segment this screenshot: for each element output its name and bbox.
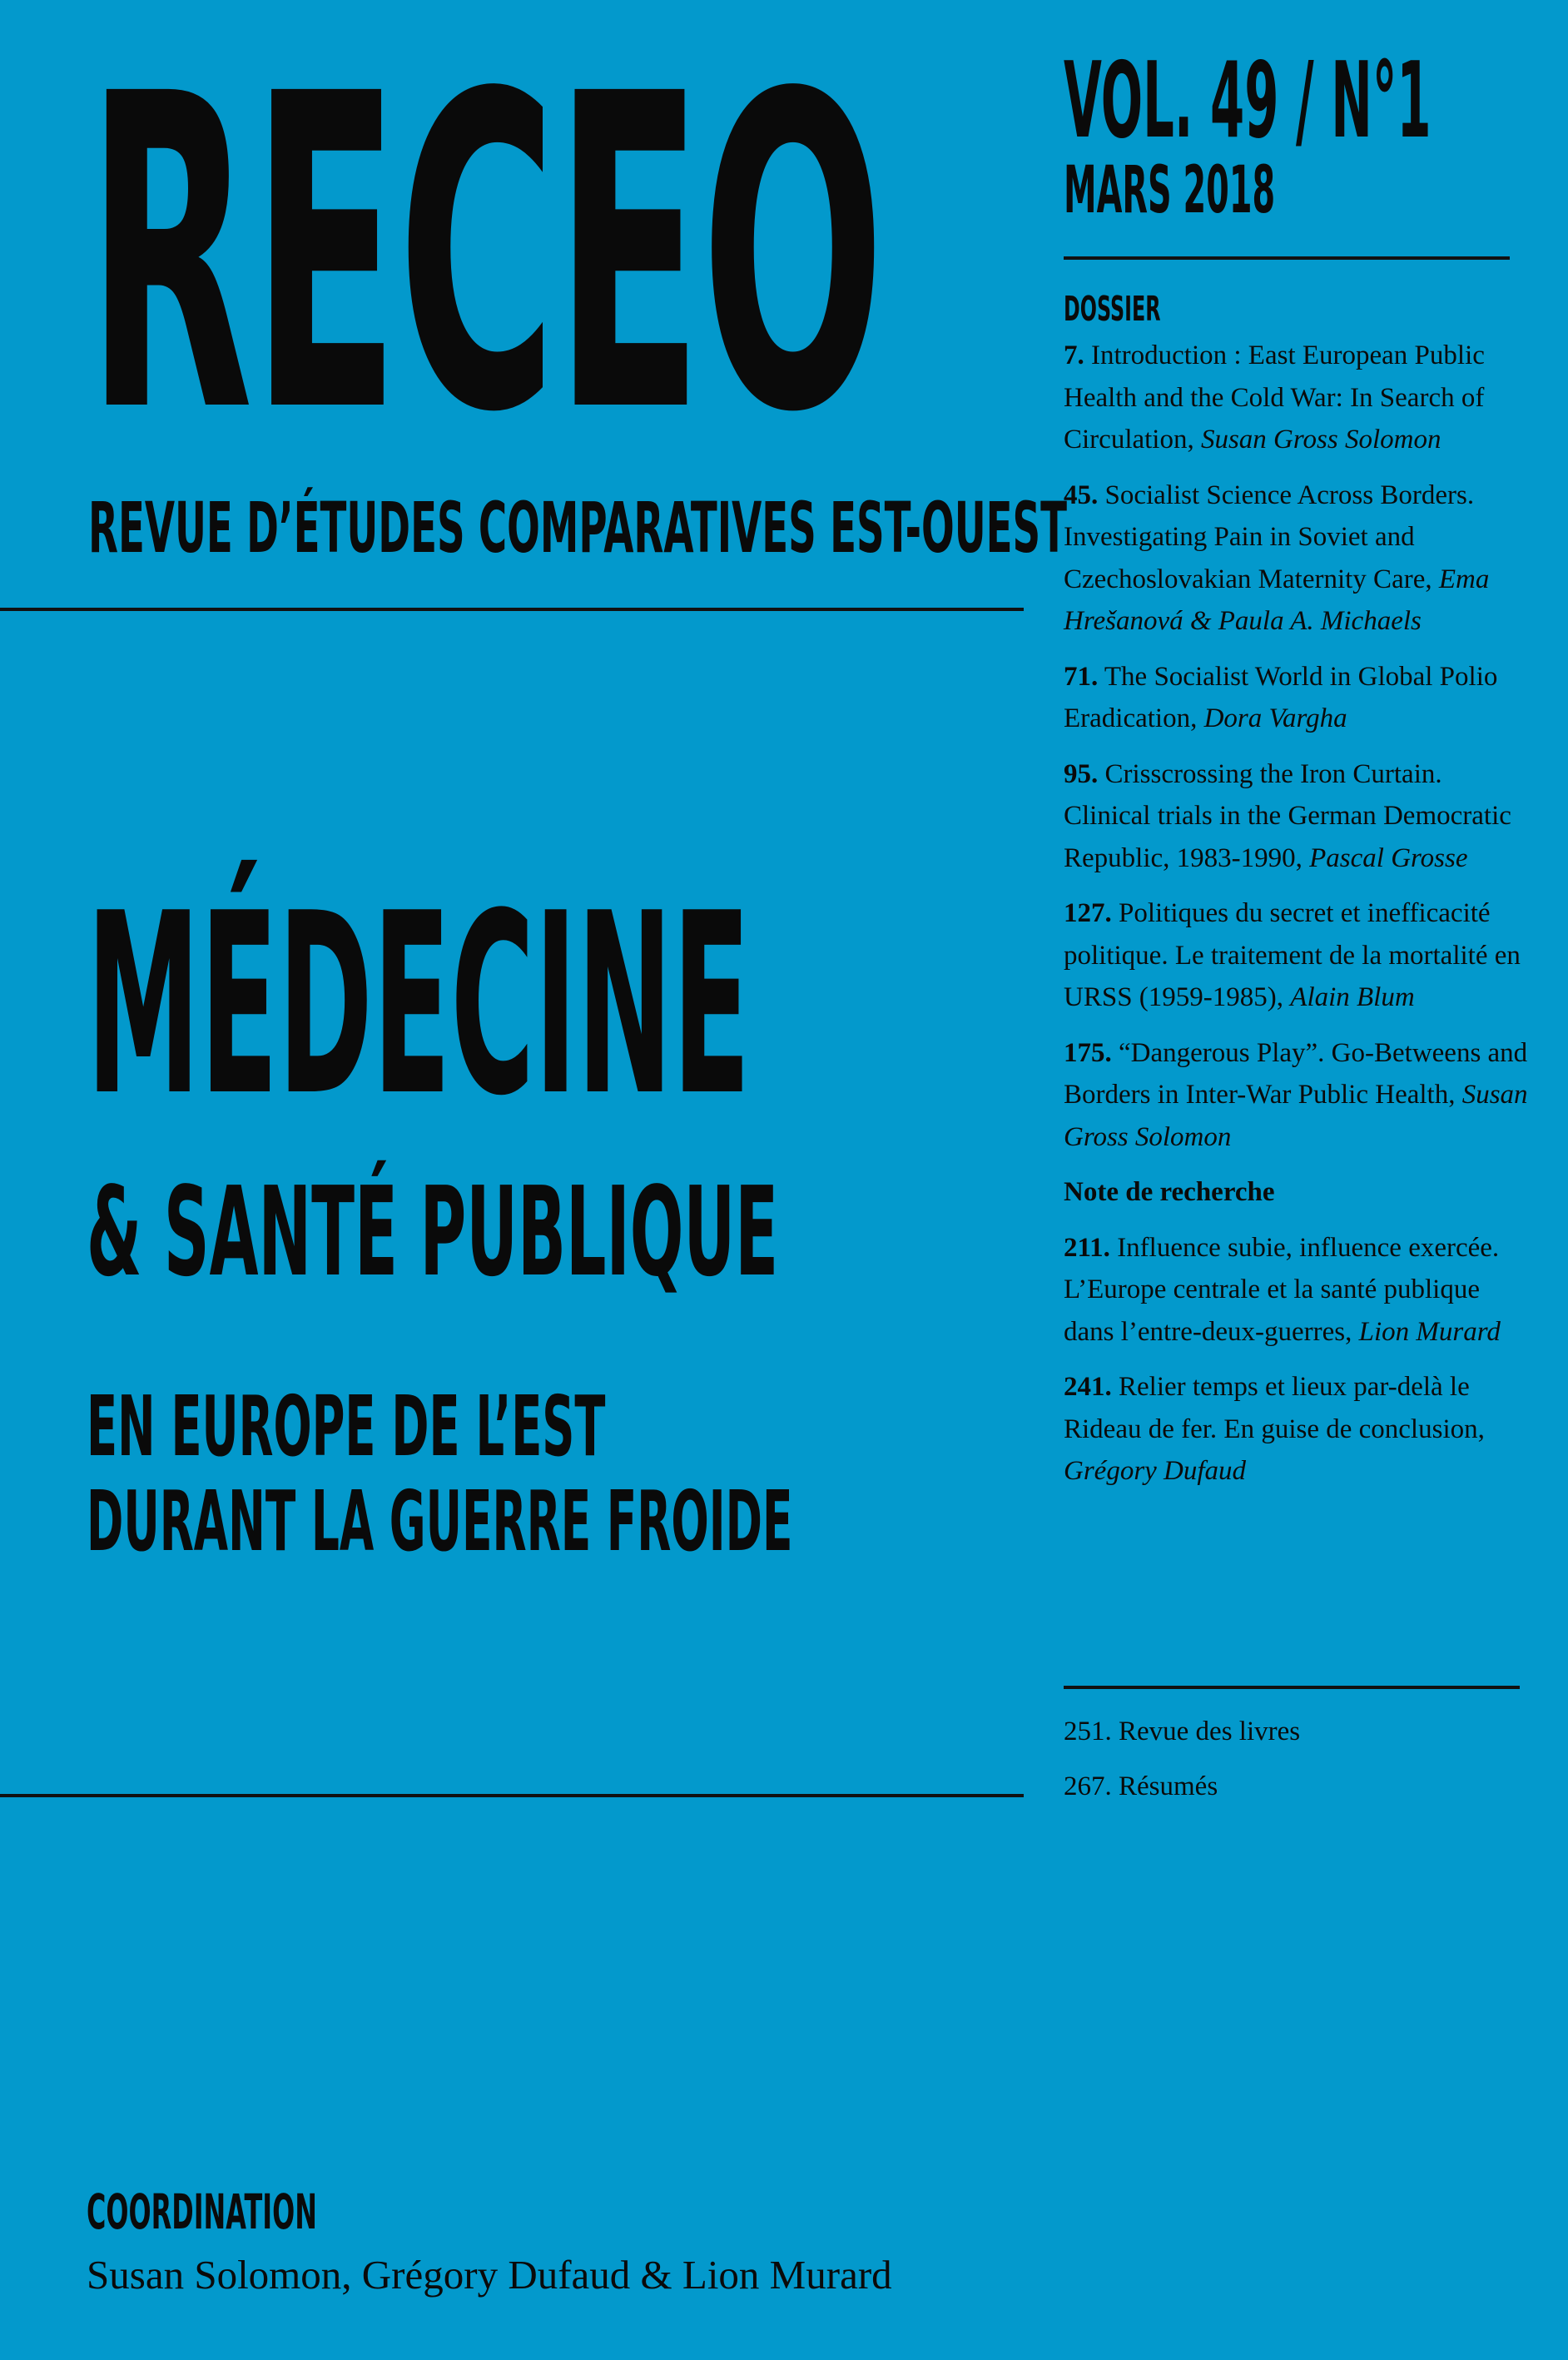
toc-entry — [1064, 1227, 1530, 1354]
toc-back-matter — [1064, 1711, 1530, 1821]
divider-left-lower — [0, 1794, 1024, 1797]
toc-page-number: 45. — [1064, 479, 1099, 510]
toc-heading: DOSSIER — [1064, 289, 1161, 329]
toc-entry-author: Dora Vargha — [1203, 703, 1347, 733]
toc-entry — [1064, 1766, 1530, 1807]
toc-entry — [1064, 1366, 1530, 1493]
toc-entry-author: Ema Hrešanová & Paula A. Michaels — [1064, 564, 1490, 636]
toc-entry-author: Pascal Grosse — [1309, 842, 1468, 873]
issue-title-line2: & SANTÉ PUBLIQUE — [87, 1160, 779, 1304]
journal-logo: RECEO — [87, 2, 884, 507]
coordination-names: Susan Solomon, Grégory Dufaud & Lion Murard — [87, 2252, 892, 2298]
toc-entry-title: Introduction : East European Public Health and the Cold War: In Search of Circulation, — [1064, 340, 1485, 455]
toc-entry-author: Lion Murard — [1358, 1316, 1501, 1347]
table-of-contents — [1064, 283, 1530, 1506]
issue-subtitle-line1: EN EUROPE DE L’EST — [87, 1378, 606, 1475]
toc-entry-author: Grégory Dufaud — [1064, 1456, 1247, 1486]
toc-entry-title: Relier temps et lieux par-delà le Rideau de fer. En guise de conclusion, — [1064, 1372, 1485, 1444]
toc-entry-title: The Socialist World in Global Polio Eradication, — [1064, 661, 1498, 733]
toc-page-number: 71. — [1064, 661, 1099, 692]
toc-note-entries — [1064, 1227, 1530, 1493]
toc-entry-title: Résumés — [1111, 1771, 1218, 1801]
toc-entry-title: “Dangerous Play”. Go-Betweens and Borders in Inter-War Public Health, — [1064, 1037, 1528, 1110]
toc-entry — [1064, 1711, 1530, 1752]
issue-date: MARS 2018 — [1064, 153, 1276, 228]
divider-left-upper — [0, 608, 1024, 611]
toc-entry-author: Alain Blum — [1290, 982, 1415, 1012]
toc-entry-title: Socialist Science Across Borders. Investigating Pain in Soviet and Czechoslovakian Maternity Care, — [1064, 479, 1475, 594]
toc-note-heading: Note de recherche — [1064, 1177, 1275, 1207]
issue-subtitle-line2: DURANT LA GUERRE FROIDE — [87, 1473, 793, 1570]
toc-entry — [1064, 1032, 1530, 1159]
toc-entry — [1064, 474, 1530, 643]
toc-page-number: 175. — [1064, 1037, 1112, 1068]
toc-entry-title: Politiques du secret et inefficacité politique. Le traitement de la mortalité en URSS (1959-1985), — [1064, 898, 1521, 1012]
toc-page-number: 211. — [1064, 1232, 1110, 1263]
journal-subtitle: REVUE D’ÉTUDES COMPARATIVES EST-OUEST — [88, 487, 1068, 569]
toc-page-number: 251. — [1064, 1717, 1112, 1746]
toc-entry-author: Susan Gross Solomon — [1200, 425, 1441, 455]
toc-entry-title: Crisscrossing the Iron Curtain. Clinical trials in the German Democratic Republic, 1983-1990, — [1064, 758, 1511, 873]
divider-top-right — [1064, 256, 1510, 260]
toc-entry — [1064, 656, 1530, 740]
toc-entry-title: Influence subie, influence exercée. L’Europe centrale et la santé publique dans l’entre-deux-guerres, — [1064, 1232, 1500, 1347]
coordination-label: COORDINATION — [87, 2184, 317, 2240]
toc-page-number: 267. — [1064, 1771, 1112, 1801]
toc-entry-author: Susan Gross Solomon — [1064, 1080, 1528, 1152]
toc-page-number: 241. — [1064, 1372, 1112, 1402]
toc-entries — [1064, 335, 1530, 1158]
toc-entry — [1064, 335, 1530, 461]
toc-page-number: 95. — [1064, 758, 1099, 789]
toc-entry-title: Revue des livres — [1111, 1717, 1301, 1746]
toc-page-number: 7. — [1064, 340, 1084, 370]
toc-page-number: 127. — [1064, 898, 1112, 928]
issue-title: MÉDECINE — [87, 860, 751, 1150]
toc-entry — [1064, 892, 1530, 1019]
volume-number: VOL. 49 / N°1 — [1064, 39, 1432, 161]
toc-entry — [1064, 753, 1530, 880]
divider-toc-bottom — [1064, 1686, 1520, 1689]
